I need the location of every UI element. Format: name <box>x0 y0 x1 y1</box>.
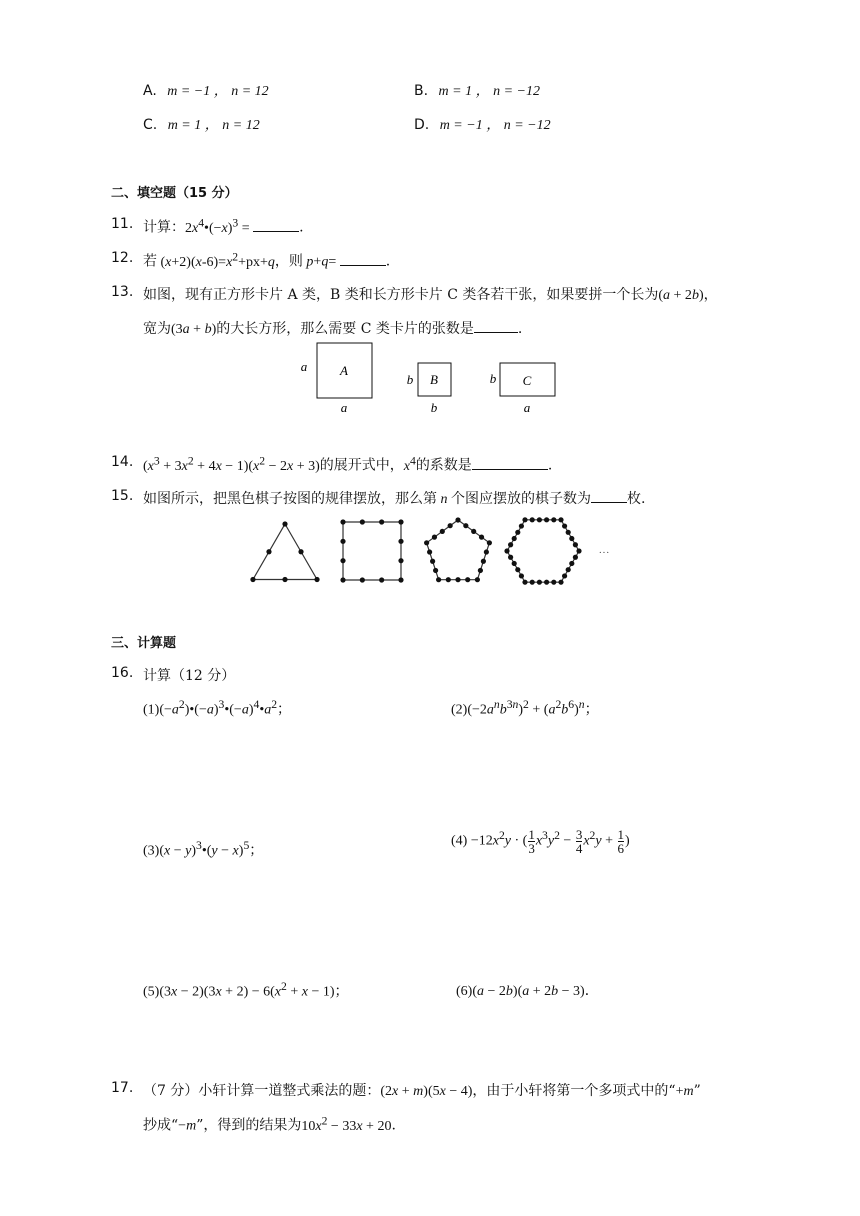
chess-piece-dot <box>266 549 271 554</box>
chess-piece-dot <box>566 567 571 572</box>
choice-d <box>414 114 551 134</box>
question-13-text-2a: 宽为 <box>143 321 171 337</box>
chess-piece-dot <box>282 577 287 582</box>
choice-c-text: m = 1 ， n = 12 <box>167 118 260 133</box>
chess-piece-dot <box>508 542 513 547</box>
chess-piece-dot <box>562 573 567 578</box>
card-c-label: C <box>522 373 532 388</box>
chess-piece-dot <box>463 523 468 528</box>
chess-piece-dot <box>519 523 524 528</box>
choice-c <box>143 114 260 134</box>
problem-16-4: $(4) -12x^2y$ · ( $\frac{1}{3}$ $x^3y^2$ − $\frac{3}{4}$ $x^2y$ + $\frac{1}{6}$ ) <box>451 827 630 856</box>
chess-piece-dot <box>360 519 365 524</box>
question-15-body: 如图所示，把黑色棋子按图的规律摆放，那么第 n 个图应摆放的棋子数为 枚. <box>143 488 645 508</box>
section-2-heading: 二、填空题（15 分） <box>111 186 238 201</box>
square-pattern <box>340 519 403 582</box>
chess-piece-dot <box>481 559 486 564</box>
chess-piece-dot <box>504 548 509 553</box>
chess-piece-dot <box>551 580 556 585</box>
chess-piece-dot <box>282 521 287 526</box>
question-12-end: . <box>385 253 391 270</box>
card-figure <box>295 336 575 420</box>
card-b <box>407 363 451 415</box>
question-16-number: 16. <box>111 665 134 681</box>
triangle-pattern <box>250 521 319 582</box>
card-c-bottom-label: a <box>523 400 531 415</box>
chess-piece-dot <box>340 519 345 524</box>
chess-piece-dot <box>512 561 517 566</box>
question-14-mid: 的展开式中， <box>319 457 404 474</box>
card-a-label: A <box>340 363 348 378</box>
question-14 <box>111 454 811 474</box>
chess-piece-dot <box>551 517 556 522</box>
problem-16-6: (6)(a − 2b)(a + 2b − 3)． <box>456 984 599 999</box>
card-a <box>301 343 372 415</box>
question-15-text-c: 枚. <box>627 491 646 507</box>
question-12 <box>111 250 811 270</box>
card-c-side-label: b <box>489 371 497 386</box>
chess-piece-dot <box>436 577 441 582</box>
section-3-heading: 三、计算题 <box>111 636 177 651</box>
hexagon-pattern <box>504 517 581 585</box>
chess-piece-dot <box>398 577 403 582</box>
card-b-bottom-label: b <box>430 400 438 415</box>
chess-piece-dot <box>471 529 476 534</box>
chess-piece-dot <box>522 580 527 585</box>
problem-16-1: $(1)(-a^2)•(-a)^3•(-a)^4•a^2$； <box>143 698 292 718</box>
chess-piece-dot <box>522 517 527 522</box>
chess-piece-dot <box>340 577 345 582</box>
chess-piece-dot <box>558 517 563 522</box>
chess-piece-dot <box>475 577 480 582</box>
chess-piece-dot <box>298 549 303 554</box>
question-16-title: 计算（12 分） <box>143 668 236 684</box>
chess-piece-dot <box>566 530 571 535</box>
question-13-number: 13. <box>111 284 134 300</box>
chess-piece-dot <box>478 568 483 573</box>
chess-piece-dot <box>484 549 489 554</box>
triangle-outline <box>253 524 317 580</box>
chess-piece-dot <box>558 580 563 585</box>
chess-piece-dot <box>340 539 345 544</box>
question-13-line-2: 宽为(3a + b)的大长方形，那么需要 C 类卡片的张数是 . <box>143 318 522 338</box>
problem-16-3: $(3)(x - y)^3•(y - x)^5$； <box>143 839 264 859</box>
chess-piece-dot <box>530 517 535 522</box>
choice-b <box>414 80 540 100</box>
chess-piece-dot <box>512 536 517 541</box>
question-12-body: 若 $(x+2)(x-6)=x^2+px+q$，则 p+q= . <box>143 250 391 270</box>
question-14-body: $(x^3 + 3x^2 + 4x - 1)(x^2 - 2x + 3)$的展开式中，$x^4$的系数是 . <box>143 454 553 474</box>
pattern-figure <box>240 515 630 595</box>
question-17-text-1b: ，由于小轩将第一个多项式中的“ <box>472 1083 676 1099</box>
choice-b-label: B. <box>414 83 429 99</box>
card-b-side-label: b <box>406 372 414 387</box>
chess-piece-dot <box>573 555 578 560</box>
chess-piece-dot <box>379 519 384 524</box>
question-17-text-2a: 抄成“ <box>143 1117 179 1134</box>
answer-blank[interactable] <box>472 455 548 470</box>
chess-piece-dot <box>519 573 524 578</box>
question-11 <box>111 216 811 236</box>
question-17 <box>111 1080 811 1099</box>
answer-blank[interactable] <box>253 217 299 232</box>
chess-piece-dot <box>446 577 451 582</box>
chess-piece-dot <box>479 535 484 540</box>
chess-piece-dot <box>424 540 429 545</box>
chess-piece-dot <box>576 548 581 553</box>
question-12-mid: ，则 <box>274 253 303 270</box>
chess-piece-dot <box>569 561 574 566</box>
card-a-bottom-label: a <box>340 400 348 415</box>
question-12-number: 12. <box>111 250 134 266</box>
question-11-prefix: 计算： <box>143 219 185 236</box>
chess-piece-dot <box>379 577 384 582</box>
question-13-text-2b: 的大长方形，那么需要 C 类卡片的张数是 <box>216 321 474 337</box>
chess-piece-dot <box>398 558 403 563</box>
chess-piece-dot <box>430 559 435 564</box>
question-17-text-2b: ”，得到的结果为 <box>196 1117 302 1134</box>
chess-piece-dot <box>314 577 319 582</box>
chess-piece-dot <box>432 535 437 540</box>
chess-piece-dot <box>537 517 542 522</box>
chess-piece-dot <box>515 567 520 572</box>
chess-piece-dot <box>537 580 542 585</box>
chess-piece-dot <box>448 523 453 528</box>
question-17-text-1c: ” <box>693 1083 701 1099</box>
pentagon-pattern <box>424 517 492 582</box>
choice-a <box>143 80 269 100</box>
choice-d-text: m = −1 ， n = −12 <box>439 118 551 133</box>
chess-piece-dot <box>508 555 513 560</box>
question-14-number: 14. <box>111 454 134 470</box>
chess-piece-dot <box>530 580 535 585</box>
chess-piece-dot <box>487 540 492 545</box>
question-15 <box>111 488 811 507</box>
chess-piece-dot <box>465 577 470 582</box>
question-15-text-a: 如图所示，把黑色棋子按图的规律摆放，那么第 <box>143 491 437 507</box>
chess-piece-dot <box>427 549 432 554</box>
choice-b-text: m = 1 ， n = −12 <box>438 84 540 99</box>
hexagon-outline <box>507 520 579 582</box>
question-17-line-1: （7 分）小轩计算一道整式乘法的题：(2x + m)(5x − 4)，由于小轩将第一个多项式中的“+m” <box>143 1083 701 1099</box>
question-11-body: 计算：$2x^4•(-x)^3$ = . <box>143 216 304 236</box>
chess-piece-dot <box>398 519 403 524</box>
question-17-line-2: 抄成“−m”，得到的结果为$10x^2 - 33x + 20$. <box>143 1114 396 1134</box>
question-15-number: 15. <box>111 488 134 504</box>
question-11-number: 11. <box>111 216 134 232</box>
answer-blank[interactable] <box>340 251 386 266</box>
answer-blank[interactable] <box>474 318 518 333</box>
chess-piece-dot <box>398 539 403 544</box>
chess-piece-dot <box>433 568 438 573</box>
choice-a-label: A. <box>143 83 157 99</box>
chess-piece-dot <box>544 517 549 522</box>
choice-c-label: C. <box>143 117 158 133</box>
question-14-mid2: 的系数是 <box>415 457 472 474</box>
chess-piece-dot <box>250 577 255 582</box>
answer-blank[interactable] <box>591 488 627 503</box>
chess-piece-dot <box>573 542 578 547</box>
question-13-text-1: 如图，现有正方形卡片 A 类，B 类和长方形卡片 C 类各若干张，如果要拼一个长为 <box>143 287 659 303</box>
card-b-label: B <box>430 372 438 387</box>
polygon-sequence <box>250 517 581 585</box>
question-13 <box>111 284 811 303</box>
card-c <box>490 363 555 415</box>
chess-piece-dot <box>455 577 460 582</box>
chess-piece-dot <box>515 530 520 535</box>
choice-d-label: D. <box>414 117 430 133</box>
chess-piece-dot <box>440 529 445 534</box>
question-12-prefix: 若 <box>143 253 157 270</box>
question-16 <box>111 665 811 684</box>
card-a-side-label: a <box>300 359 308 374</box>
question-17-number: 17. <box>111 1080 134 1096</box>
chess-piece-dot <box>544 580 549 585</box>
choice-a-text: m = −1 ， n = 12 <box>167 84 269 99</box>
question-13-line-1: 如图，现有正方形卡片 A 类，B 类和长方形卡片 C 类各若干张，如果要拼一个长为(a + 2b)， <box>143 287 718 303</box>
ellipsis-label: ··· <box>598 547 610 559</box>
problem-16-5: $(5)(3x - 2)(3x + 2) - 6(x^2 + x - 1)$； <box>143 980 349 1000</box>
question-17-text-1a: （7 分）小轩计算一道整式乘法的题： <box>143 1083 381 1099</box>
chess-piece-dot <box>562 523 567 528</box>
problem-16-2: $(2)(-2a^nb^{3n})^2 + (a^2b^6)^n$； <box>451 698 599 718</box>
chess-piece-dot <box>360 577 365 582</box>
chess-piece-dot <box>455 517 460 522</box>
square-outline <box>343 522 401 580</box>
chess-piece-dot <box>340 558 345 563</box>
question-15-text-b: 个图应摆放的棋子数为 <box>451 491 591 507</box>
chess-piece-dot <box>569 536 574 541</box>
